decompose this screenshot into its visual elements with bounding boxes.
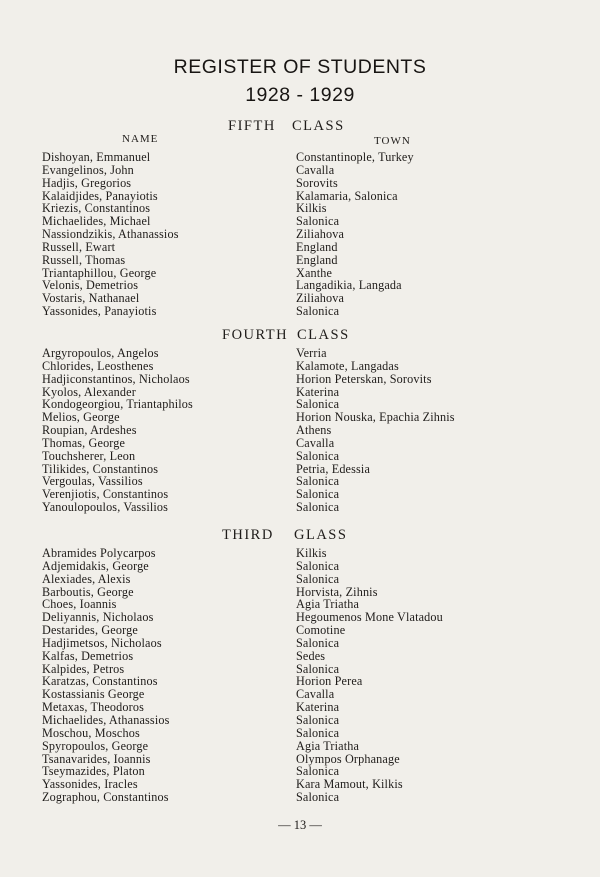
student-name: Michaelides, Athanassios [42,712,170,727]
student-town: Horion Nouska, Epachia Zihnis [296,410,455,425]
section-heading-fourth-right: CLASS [297,327,350,343]
column-header-town: TOWN [374,135,411,147]
student-name: Velonis, Demetrios [42,278,139,293]
student-name: Karatzas, Constantinos [42,674,158,689]
student-town: Salonica [296,661,340,676]
student-town: Salonica [296,214,340,229]
student-town: Athens [296,423,332,438]
student-name: Russell, Ewart [42,239,116,254]
column-header-name: NAME [122,133,159,145]
section-heading-fifth-right: CLASS [292,118,345,134]
student-name: Spyropoulos, George [42,738,149,753]
student-name: Choes, Ioannis [42,597,117,612]
student-town: Kilkis [296,546,327,560]
student-name: Adjemidakis, George [42,558,149,573]
student-name: Kondogeorgiou, Triantaphilos [42,397,193,412]
student-town: Ziliahova [296,291,345,306]
student-name: Melios, George [42,410,120,425]
student-town: Horvista, Zihnis [296,584,378,599]
student-town: Salonica [296,571,340,586]
fifth-class-towns [296,151,596,318]
student-name: Kriezis, Constantinos [42,201,151,216]
student-name: Touchsherer, Leon [42,448,136,463]
student-town: Katerina [296,700,340,715]
student-name: Metaxas, Theodoros [42,700,144,715]
section-heading-fifth-left: FIFTH [228,118,276,134]
student-name: Hadjiconstantinos, Nicholaos [42,371,190,386]
third-class-towns [296,547,596,804]
student-town: Verria [296,346,327,360]
student-town: Sorovits [296,175,338,190]
student-name: Nassiondzikis, Athanassios [42,227,179,242]
student-town: Agia Triatha [296,738,360,753]
student-town: Olympos Orphanage [296,751,400,766]
student-town: Salonica [296,474,340,489]
student-town: Kilkis [296,201,327,216]
student-town: Horion Peterskan, Sorovits [296,371,432,386]
student-town: Horion Perea [296,674,363,689]
section-heading-fourth-left: FOURTH [222,327,289,343]
student-town: England [296,252,338,267]
student-name: Kalaidjides, Panayiotis [42,188,158,203]
student-town: Salonica [296,448,340,463]
page-number: — 13 — [278,818,322,832]
student-name: Abramides Polycarpos [42,546,156,560]
student-name: Barboutis, George [42,584,134,599]
student-town: Langadikia, Langada [296,278,402,293]
student-name: Hadjimetsos, Nicholaos [42,635,162,650]
student-town: Comotine [296,623,346,638]
student-name: Deliyannis, Nicholaos [42,610,154,625]
student-town: Sedes [296,648,326,663]
student-name: Dishoyan, Emmanuel [42,150,151,164]
student-town: Salonica [296,725,340,740]
student-town: Salonica [296,487,340,502]
section-heading-third-right: GLASS [294,527,348,543]
student-town: Kara Mamout, Kilkis [296,777,403,792]
fourth-class-towns [296,347,596,514]
fourth-class-names [42,347,282,514]
student-name: Kalfas, Demetrios [42,648,134,663]
student-town: Salonica [296,500,340,515]
student-town: Salonica [296,764,340,779]
student-name: Alexiades, Alexis [42,571,131,586]
student-name: Vostaris, Nathanael [42,291,140,306]
student-town: Petria, Edessia [296,461,371,476]
student-name: Vergoulas, Vassilios [42,474,143,489]
student-name: Verenjiotis, Constantinos [42,487,169,502]
student-name: Triantaphillou, George [42,265,157,280]
fifth-class-names [42,151,282,318]
third-class-names [42,547,282,804]
student-name: Destarides, George [42,623,138,638]
student-town: England [296,239,338,254]
student-name: Kalpides, Petros [42,661,125,676]
student-name: Tsanavarides, Ioannis [42,751,151,766]
student-name: Michaelides, Michael [42,214,151,229]
student-town: Cavalla [296,162,335,177]
student-town: Hegoumenos Mone Vlatadou [296,610,443,625]
student-town: Salonica [296,712,340,727]
student-name: Hadjis, Gregorios [42,175,132,190]
student-name: Tseymazides, Platon [42,764,145,779]
student-town: Kalamaria, Salonica [296,188,398,203]
section-heading-third-left: THIRD [222,527,274,543]
student-name: Roupian, Ardeshes [42,423,137,438]
student-town: Salonica [296,790,340,805]
student-name: Chlorides, Leosthenes [42,358,154,373]
student-town: Cavalla [296,435,335,450]
student-name: Kyolos, Alexander [42,384,136,399]
student-name: Yanoulopoulos, Vassilios [42,500,169,515]
document-year: 1928 - 1929 [245,84,355,106]
student-town: Salonica [296,397,340,412]
student-town: Salonica [296,558,340,573]
student-name: Evangelinos, John [42,162,134,177]
student-name: Argyropoulos, Angelos [42,346,159,360]
student-town: Constantinople, Turkey [296,150,414,164]
student-town: Cavalla [296,687,335,702]
student-name: Kostassianis George [42,687,145,702]
student-town: Xanthe [296,265,333,280]
student-name: Zographou, Constantinos [42,790,169,805]
student-name: Thomas, George [42,435,126,450]
student-town: Ziliahova [296,227,345,242]
student-name: Yassonides, Iracles [42,777,138,792]
student-town: Salonica [296,635,340,650]
student-town: Agia Triatha [296,597,360,612]
document-title: REGISTER OF STUDENTS [173,56,427,78]
student-name: Tilikides, Constantinos [42,461,159,476]
student-name: Russell, Thomas [42,252,126,267]
student-town: Katerina [296,384,340,399]
student-name: Moschou, Moschos [42,725,140,740]
student-town: Kalamote, Langadas [296,358,399,373]
student-name: Yassonides, Panayiotis [42,304,157,319]
student-town: Salonica [296,304,340,319]
